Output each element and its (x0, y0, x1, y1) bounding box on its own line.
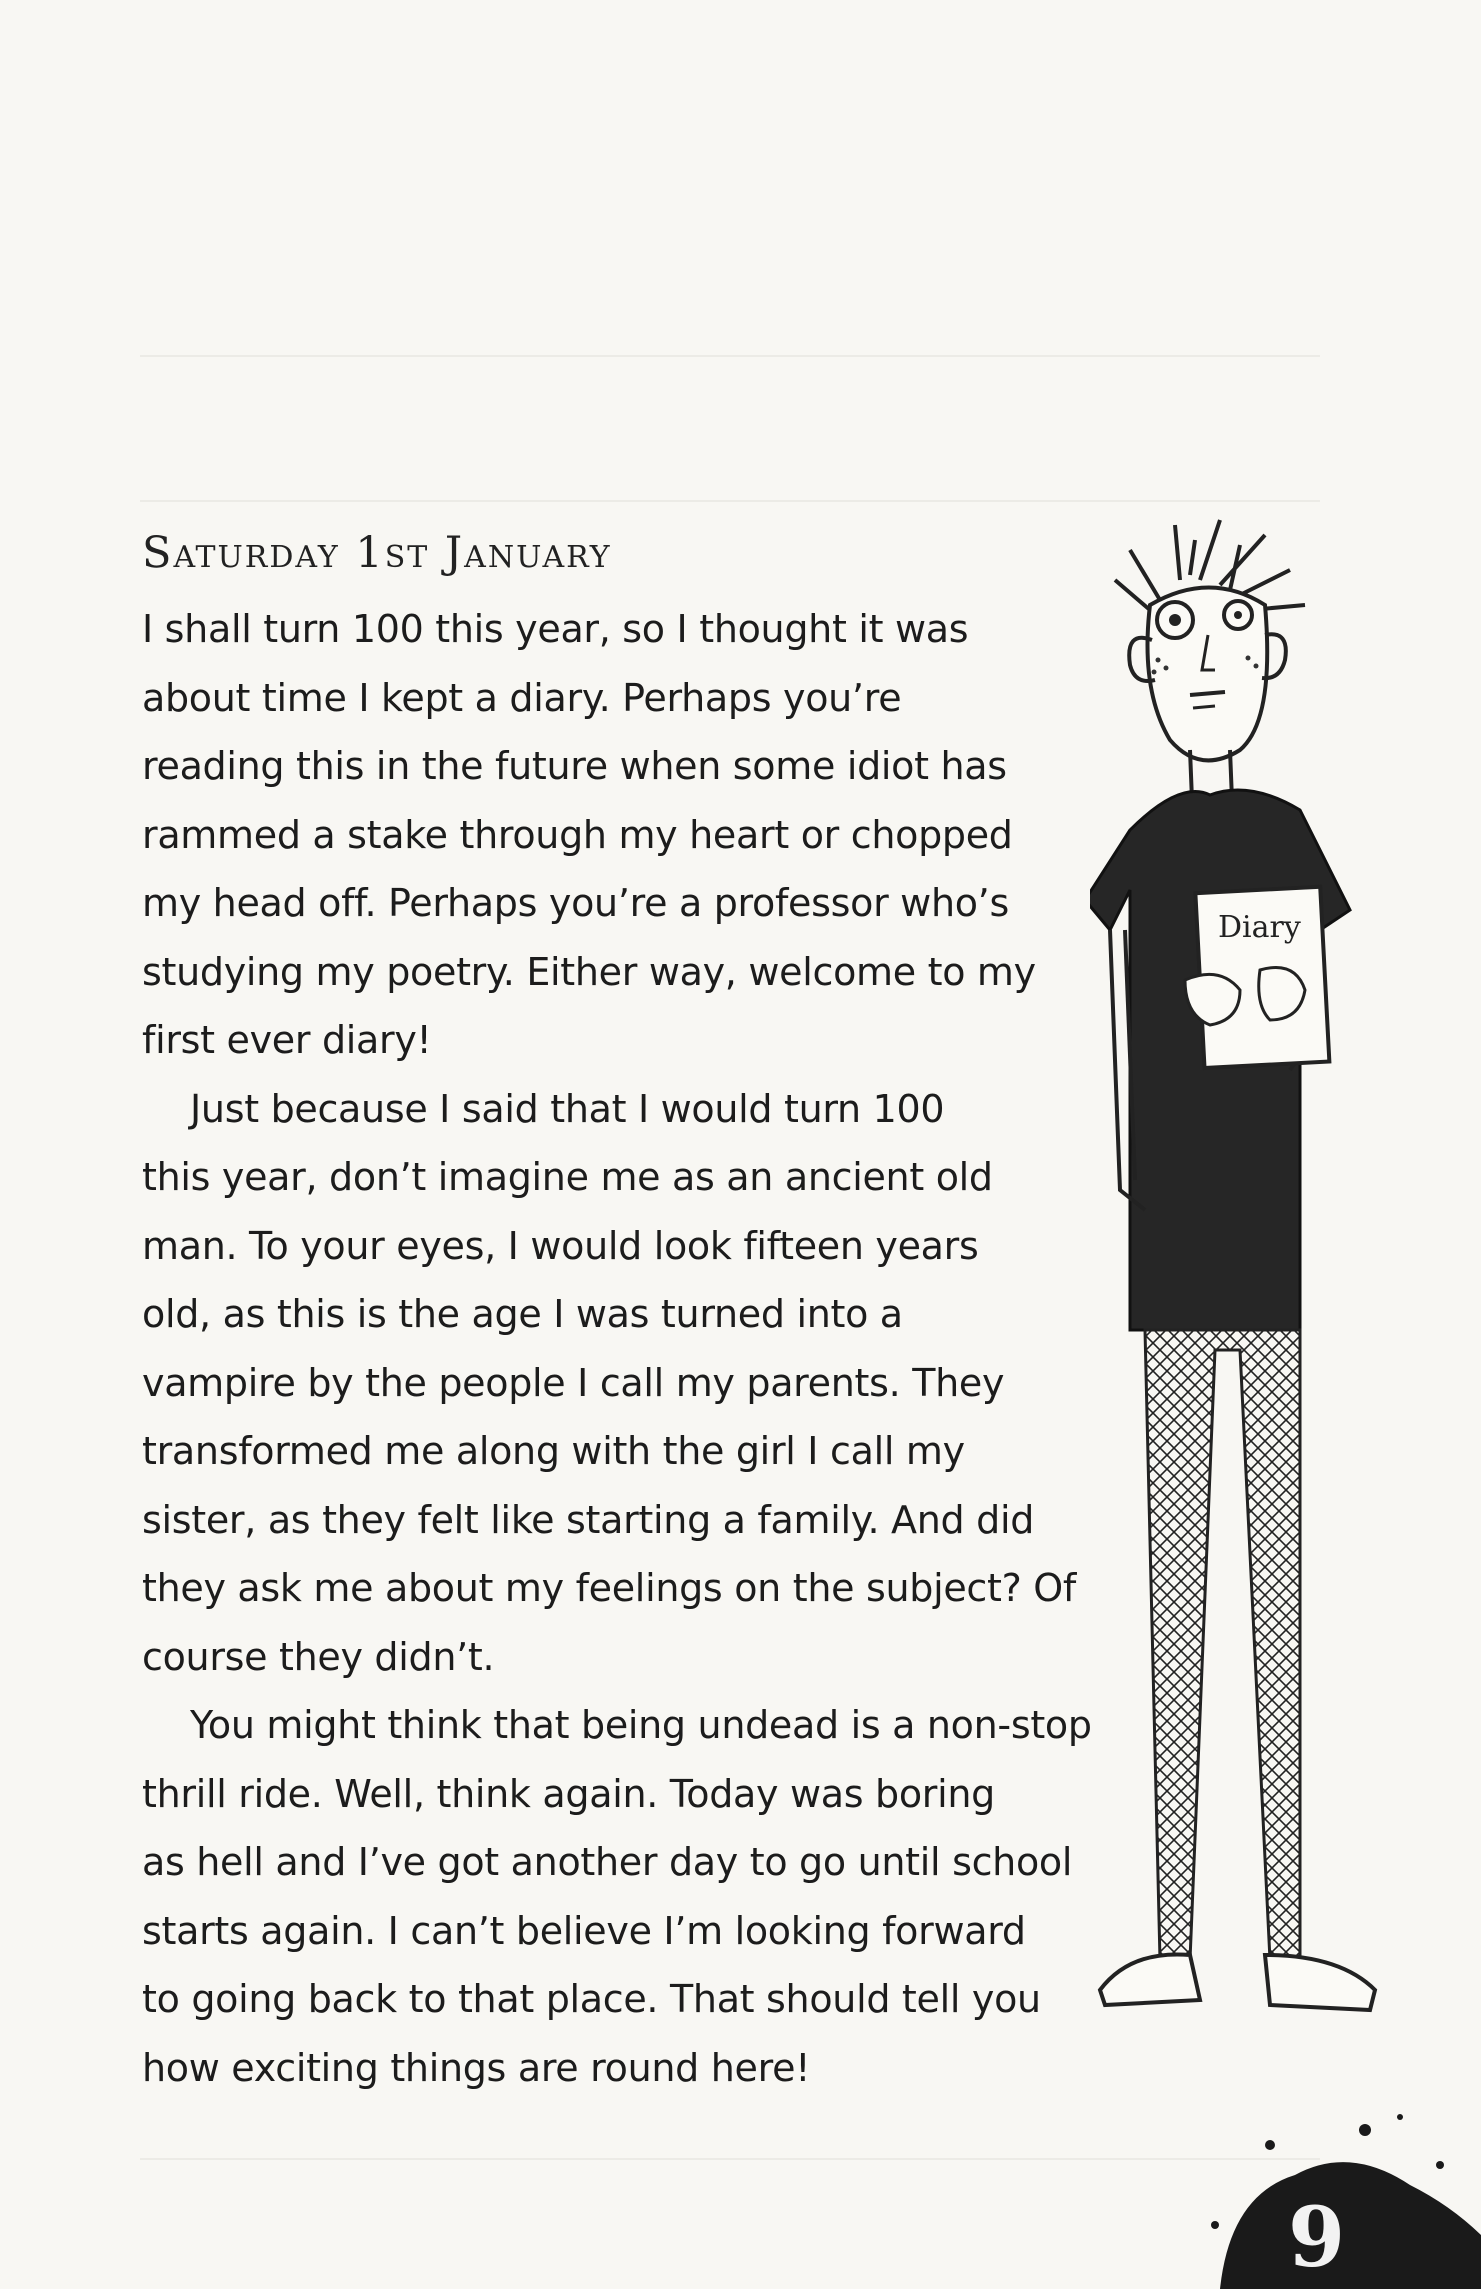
entry-line: course they didn’t. (142, 1634, 495, 1679)
entry-line: to going back to that place. That should tell you (142, 1977, 1041, 2021)
entry-line: sister, as they felt like starting a family. And did (142, 1497, 1035, 1542)
entry-line: they ask me about my feelings on the subject? Of (142, 1566, 1076, 1610)
diary-entry (142, 515, 1152, 2102)
entry-date-heading: Saturday 1st January (142, 528, 612, 578)
paper-rule (140, 2158, 1320, 2160)
entry-line: You might think that being undead is a non-stop (190, 1703, 1092, 1747)
entry-line: first ever diary! (142, 1018, 432, 1062)
entry-line: as hell and I’ve got another day to go until school (142, 1840, 1073, 1884)
entry-line: Just because I said that I would turn 100 (190, 1086, 945, 1131)
entry-line: I shall turn 100 this year, so I thought it was (142, 607, 969, 651)
entry-line: studying my poetry. Either way, welcome to my (142, 949, 1036, 994)
page-number: 9 (1288, 2190, 1346, 2286)
paper-rule (140, 500, 1320, 502)
entry-line: how exciting things are round here! (142, 2045, 811, 2090)
entry-line: thrill ride. Well, think again. Today was boring (142, 1771, 995, 1816)
entry-line: vampire by the people I call my parents. They (142, 1360, 1005, 1405)
entry-line: transformed me along with the girl I call my (142, 1429, 965, 1473)
entry-line: rammed a stake through my heart or chopped (142, 812, 1013, 857)
entry-line: man. To your eyes, I would look fifteen years (142, 1223, 979, 1268)
paper-rule (140, 355, 1320, 357)
vampire-boy-illustration (1090, 510, 1435, 2040)
entry-line: this year, don’t imagine me as an ancient old (142, 1155, 993, 1199)
entry-line: about time I kept a diary. Perhaps you’re (142, 675, 902, 720)
diary-book-label: Diary (1218, 910, 1301, 945)
entry-line: starts again. I can’t believe I’m looking forward (142, 1908, 1026, 1953)
entry-line: reading this in the future when some idiot has (142, 744, 1007, 788)
entry-line: my head off. Perhaps you’re a professor who’s (142, 881, 1009, 925)
entry-line: old, as this is the age I was turned into a (142, 1292, 903, 1336)
entry-body (142, 595, 1152, 2102)
